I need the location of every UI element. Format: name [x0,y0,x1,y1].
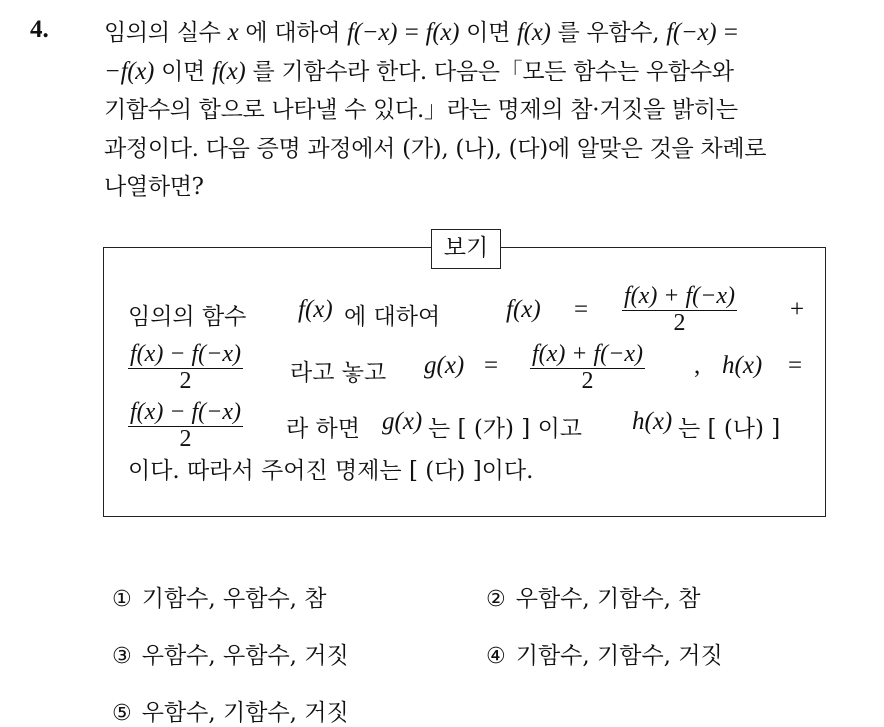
choice-1[interactable]: ① 기함수, 우함수, 참 [112,586,327,612]
question-number: 4. [30,16,49,43]
example-box-label: 보기 [431,229,501,269]
question-text [104,14,864,207]
fraction-sum: $\frac{f(x) + f(-x)}{2}$ [624,283,735,336]
question-line-1: 임의의 실수 x 에 대하여 f(−x) = f(x) 이면 f(x) 를 우함수, f(−x) = [104,19,739,46]
fraction-diff: $\frac{f(x) - f(-x)}{2}$ [130,341,241,394]
fraction-diff-2: $\frac{f(x) - f(-x)}{2}$ [130,399,241,452]
question-line-3: 기함수의 합으로 나타낼 수 있다.」라는 명제의 참·거짓을 밝히는 [104,97,738,123]
question-line-5: 나열하면? [104,174,204,200]
question-line-2: −f(x) 이면 f(x) 를 기함수라 한다. 다음은「모든 함수는 우함수와 [104,57,734,85]
choice-5[interactable]: ⑤ 우함수, 기함수, 거짓 [112,700,349,726]
fraction-sum-2: $\frac{f(x) + f(-x)}{2}$ [532,341,643,394]
choice-2[interactable]: ② 우함수, 기함수, 참 [486,586,701,612]
question-line-4: 과정이다. 다음 증명 과정에서 (가), (나), (다)에 알맞은 것을 차례로 [104,135,767,162]
example-box: 보기 임의의 함수 f(x) 에 대하여 f(x) = $\frac{f(x) + f(-x)}{2}$ + $\frac{f(x) - f(-x)}{2}$ 라고 놓고 g(x) = $\frac{f(x) + f(-x)}{2}$ , h(x) = $\frac{f(x) - f(-x)}{2}$ 라 하면 g(x) 는 [ (가) ] 이고 h(x) 는 [ (나) ] 이다. 따라서 주어진 명제는 [ (다) ]이다. [103,247,826,517]
choice-4[interactable]: ④ 기함수, 기함수, 거짓 [486,643,723,669]
choice-3[interactable]: ③ 우함수, 우함수, 거짓 [112,643,349,669]
